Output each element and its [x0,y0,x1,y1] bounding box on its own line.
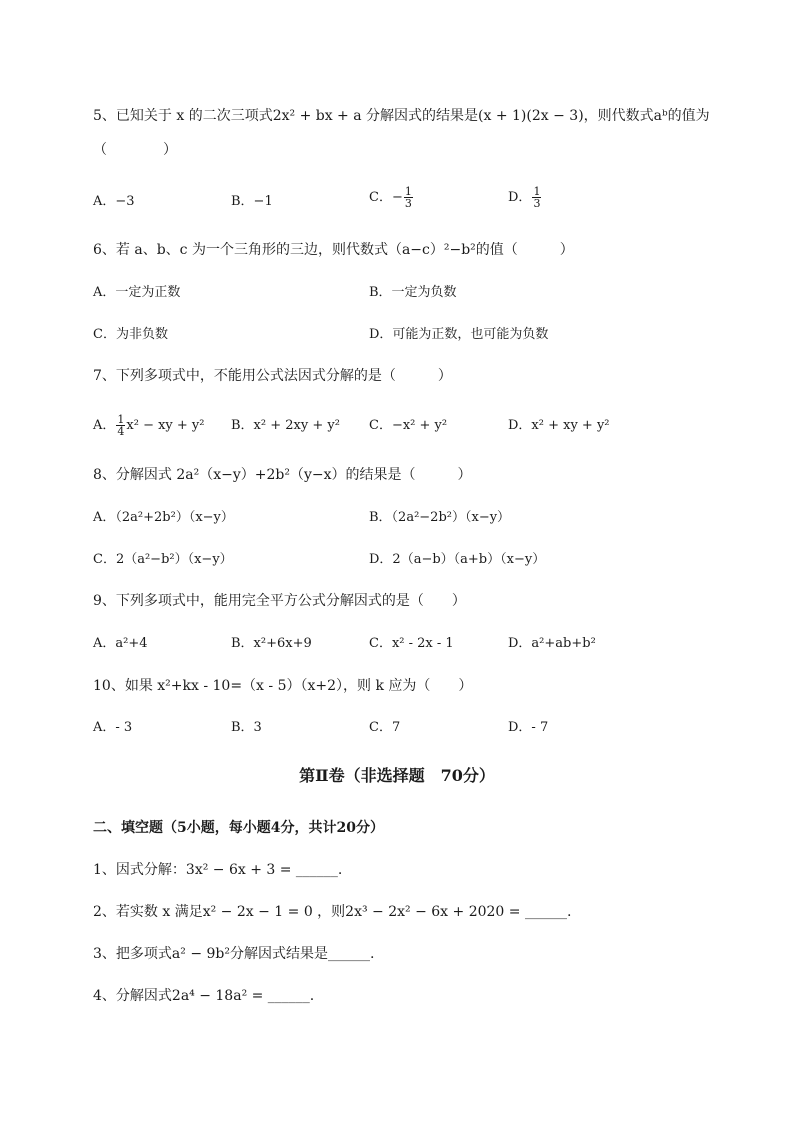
question-8-stem: 8、分解因式 2a²（x−y）+2b²（y−x）的结果是（ ） [93,467,472,483]
question-9-option-c: C．x² - 2x - 1 [369,636,454,651]
fraction-denominator: 4 [117,425,125,438]
fraction-numerator: 1 [533,185,541,198]
question-7-stem: 7、下列多项式中，不能用公式法因式分解的是（ ） [93,368,452,384]
question-9-option-b: B．x²+6x+9 [231,636,312,651]
fill-question-2: 2、若实数 x 满足x² − 2x − 1 = 0 ，则2x³ − 2x² − 6x + 2020 = ______. [93,904,572,920]
question-7-option-d: D．x² + xy + y² [508,418,610,433]
question-8-option-c: C．2（a²−b²）（x−y） [93,552,233,567]
question-5-option-d [508,186,542,209]
question-7-option-c: C．−x² + y² [369,418,448,433]
question-10-option-a: A．- 3 [93,720,133,735]
fraction-numerator: 1 [404,185,412,198]
fill-question-1: 1、因式分解：3x² − 6x + 3 = ______. [93,862,343,878]
question-10-option-d: D．- 7 [508,720,549,735]
question-10-option-b: B．3 [231,720,262,735]
question-7-option-a-fraction [116,414,125,437]
question-7-option-a-rest: x² − xy + y² [126,418,205,433]
question-9-stem: 9、下列多项式中，能用完全平方公式分解因式的是（ ） [93,593,466,609]
question-6-stem: 6、若 a、b、c 为一个三角形的三边，则代数式（a−c）²−b²的值（ ） [93,242,574,258]
question-10-option-c: C．7 [369,720,401,735]
question-5-option-d-fraction [532,186,541,209]
question-7-option-a [93,414,204,437]
question-9-option-d: D．a²+ab+b² [508,636,596,651]
question-7-option-a-prefix: A． [93,418,116,433]
question-5-option-a: A．−3 [93,194,135,209]
question-8-option-b: B．（2a²−2b²）（x−y） [369,510,511,525]
question-10-stem: 10、如果 x²+kx - 10=（x - 5）（x+2），则 k 应为（ ） [93,678,473,694]
question-7-option-b: B．x² + 2xy + y² [231,418,340,433]
part-2-heading: 第Ⅱ卷（非选择题 70分） [299,766,495,785]
question-8-option-a: A．（2a²+2b²）（x−y） [93,510,234,525]
fill-question-4: 4、分解因式2a⁴ − 18a² = ______. [93,988,315,1004]
question-5-option-c-prefix: C．− [369,190,403,205]
question-5-answer-paren: （ ） [93,142,177,158]
question-5-option-c [369,186,414,209]
question-9-option-a: A．a²+4 [93,636,148,651]
question-5-option-c-fraction [404,186,413,209]
fraction-denominator: 3 [533,197,541,210]
question-6-option-d: D．可能为正数，也可能为负数 [369,327,549,342]
question-5-option-d-prefix: D． [508,190,532,205]
fraction-denominator: 3 [404,197,412,210]
fill-question-3: 3、把多项式a² − 9b²分解因式结果是______. [93,946,375,962]
fraction-numerator: 1 [117,413,125,426]
question-5-option-b: B．−1 [231,194,273,209]
question-6-option-b: B．一定为负数 [369,285,457,300]
question-8-option-d: D．2（a−b）（a+b）（x−y） [369,552,546,567]
question-5-stem: 5、已知关于 x 的二次三项式2x² + bx + a 分解因式的结果是(x + 1)(2x − 3)，则代数式aᵇ的值为 [93,108,710,124]
question-6-option-a: A．一定为正数 [93,285,181,300]
section-2-heading: 二、填空题（5小题，每小题4分，共计20分） [93,820,384,836]
question-6-option-c: C．为非负数 [93,327,168,342]
